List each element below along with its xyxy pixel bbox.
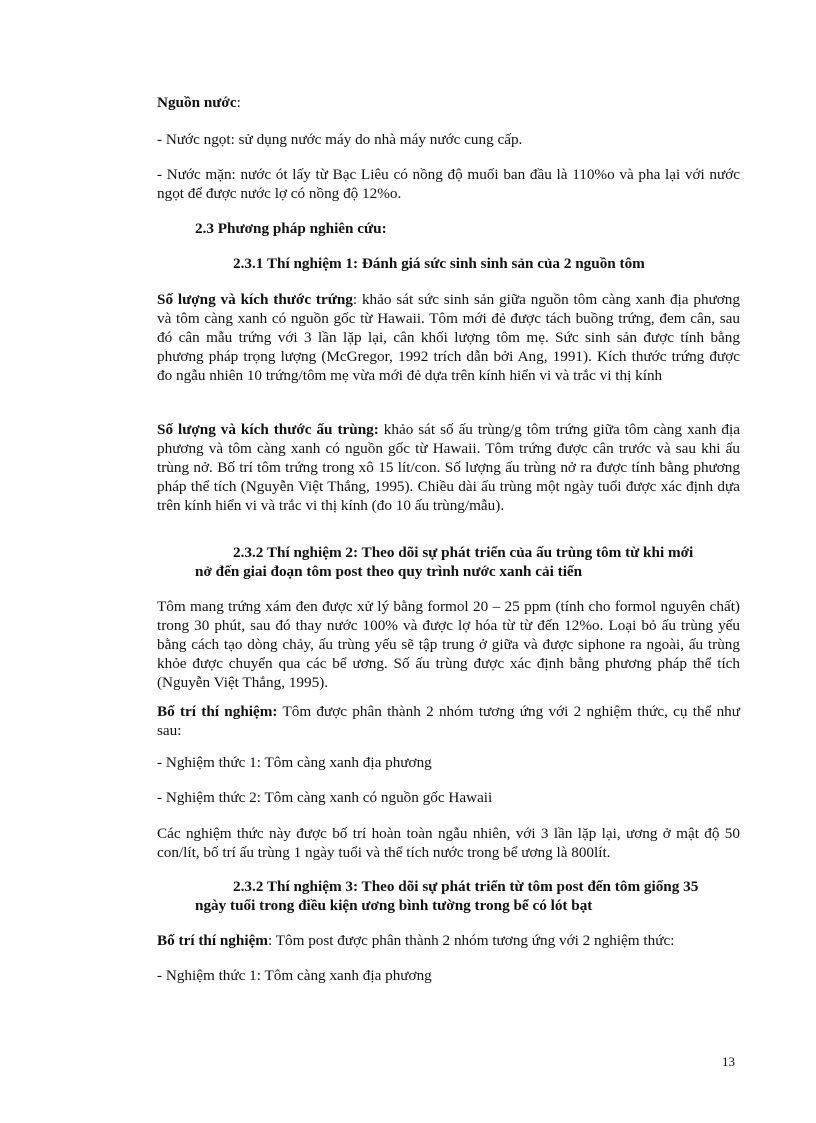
larva-paragraph [157,420,740,515]
setup-lead-2: Bố trí thí nghiệm [157,932,268,949]
section-2-3-1-heading [233,254,816,273]
egg-lead: Số lượng và kích thước trứng [157,291,353,308]
setup-paragraph-1 [157,702,740,740]
treatment-1b-item: - Nghiệm thức 1: Tôm càng xanh địa phương [157,967,432,984]
larva-lead: Số lượng và kích thước ấu trùng: [157,421,379,438]
section-2-3-2-exp2-heading [195,543,740,581]
salt-water-item: - Nước mặn: nước ót lấy từ Bạc Liêu có nồng độ muối ban đầu là 110%o và pha lại với nước ngọt để được nước lợ có nồng độ 12%o. [157,166,740,202]
setup-body-2: : Tôm post được phân thành 2 nhóm tương ứng với 2 nghiệm thức: [267,932,675,949]
treatment-1-item: - Nghiệm thức 1: Tôm càng xanh địa phương [157,754,432,771]
exp3-title-line1: 2.3.2 Thí nghiệm 3: Theo dõi sự phát triển từ tôm post đến tôm giống 35 [233,878,699,895]
exp2-title-line2: nở đến giai đoạn tôm post theo quy trình nước xanh cải tiến [195,563,583,580]
larva-body: khảo sát số ấu trùng/g tôm trứng giữa tôm càng xanh địa phương và tôm càng xanh có nguồn gốc từ Hawaii. Tôm trứng được cân trước và sau khi ấu trùng nở. Bố trí tôm trứng trong xô 15 lít/con. Số lượng ấu trùng nở ra được tính bằng phương pháp thể tích (Nguyễn Việt Thắng, 1995). Chiều dài ấu trùng một ngày tuổi được xác định dựa trên kính hiển vi và trắc vi thị kính (đo 10 ấu trùng/mẫu). [157,421,740,514]
section-2-3-1-title: 2.3.1 Thí nghiệm 1: Đánh giá sức sinh sinh sản của 2 nguồn tôm [233,255,645,272]
section-2-3-2-exp3-heading [195,877,740,915]
section-2-3-title: 2.3 Phương pháp nghiên cứu: [195,220,387,237]
section-2-3-heading [195,219,778,238]
egg-body: : khảo sát sức sinh sản giữa nguồn tôm càng xanh địa phương và tôm càng xanh có nguồn gốc từ Hawaii. Tôm mới đẻ được tách buồng trứng, đem cân, sau đó cân mẫu trứng với 3 lần lặp lại, cân khối lượng tôm mẹ. Sức sinh sản được tính bằng phương pháp trọng lượng (McGregor, 1992 trích dẫn bởi Ang, 1991). Kích thước trứng được đo ngẫu nhiên 10 trứng/tôm mẹ vừa mới đẻ dựa trên kính hiển vi và trắc vi thị kính [157,291,740,384]
setup-paragraph-2 [157,931,740,950]
treatment-paragraph: Tôm mang trứng xám đen được xử lý bằng formol 20 – 25 ppm (tính cho formol nguyên chất) trong 30 phút, sau đó thay nước 100% và được lợ hóa từ từ đến 12%o. Loại bỏ ấu trùng yếu bằng cách tạo dòng chảy, ấu trùng yếu sẽ tập trung ở giữa và được siphone ra ngoài, ấu trùng khỏe được chuyển qua các bể ương. Số ấu trùng được xác định bằng phương pháp thể tích (Nguyễn Việt Thắng, 1995). [157,598,740,691]
setup-lead-1: Bố trí thí nghiệm: [157,703,278,720]
exp2-title-line1: 2.3.2 Thí nghiệm 2: Theo dõi sự phát triển của ấu trùng tôm từ khi mới [233,544,694,561]
random-design-paragraph: Các nghiệm thức này được bố trí hoàn toàn ngẫu nhiên, với 3 lần lặp lại, ương ở mật độ 50 con/lít, bố trí ấu trùng 1 ngày tuổi và thể tích nước trong bể ương là 800lít. [157,825,740,861]
water-source-label: Nguồn nước [157,94,237,111]
setup-body-1: Tôm được phân thành 2 nhóm tương ứng với 2 nghiệm thức, cụ thể như sau: [157,703,740,739]
treatment-2-item: - Nghiệm thức 2: Tôm càng xanh có nguồn gốc Hawaii [157,789,493,806]
egg-paragraph [157,290,740,385]
page-number: 13 [722,1054,735,1069]
water-source-colon: : [236,94,241,111]
fresh-water-item: - Nước ngọt: sử dụng nước máy do nhà máy nước cung cấp. [157,131,523,148]
water-source-heading [157,93,740,112]
exp3-title-line2: ngày tuổi trong điều kiện ương bình tường trong bể có lót bạt [195,897,593,914]
